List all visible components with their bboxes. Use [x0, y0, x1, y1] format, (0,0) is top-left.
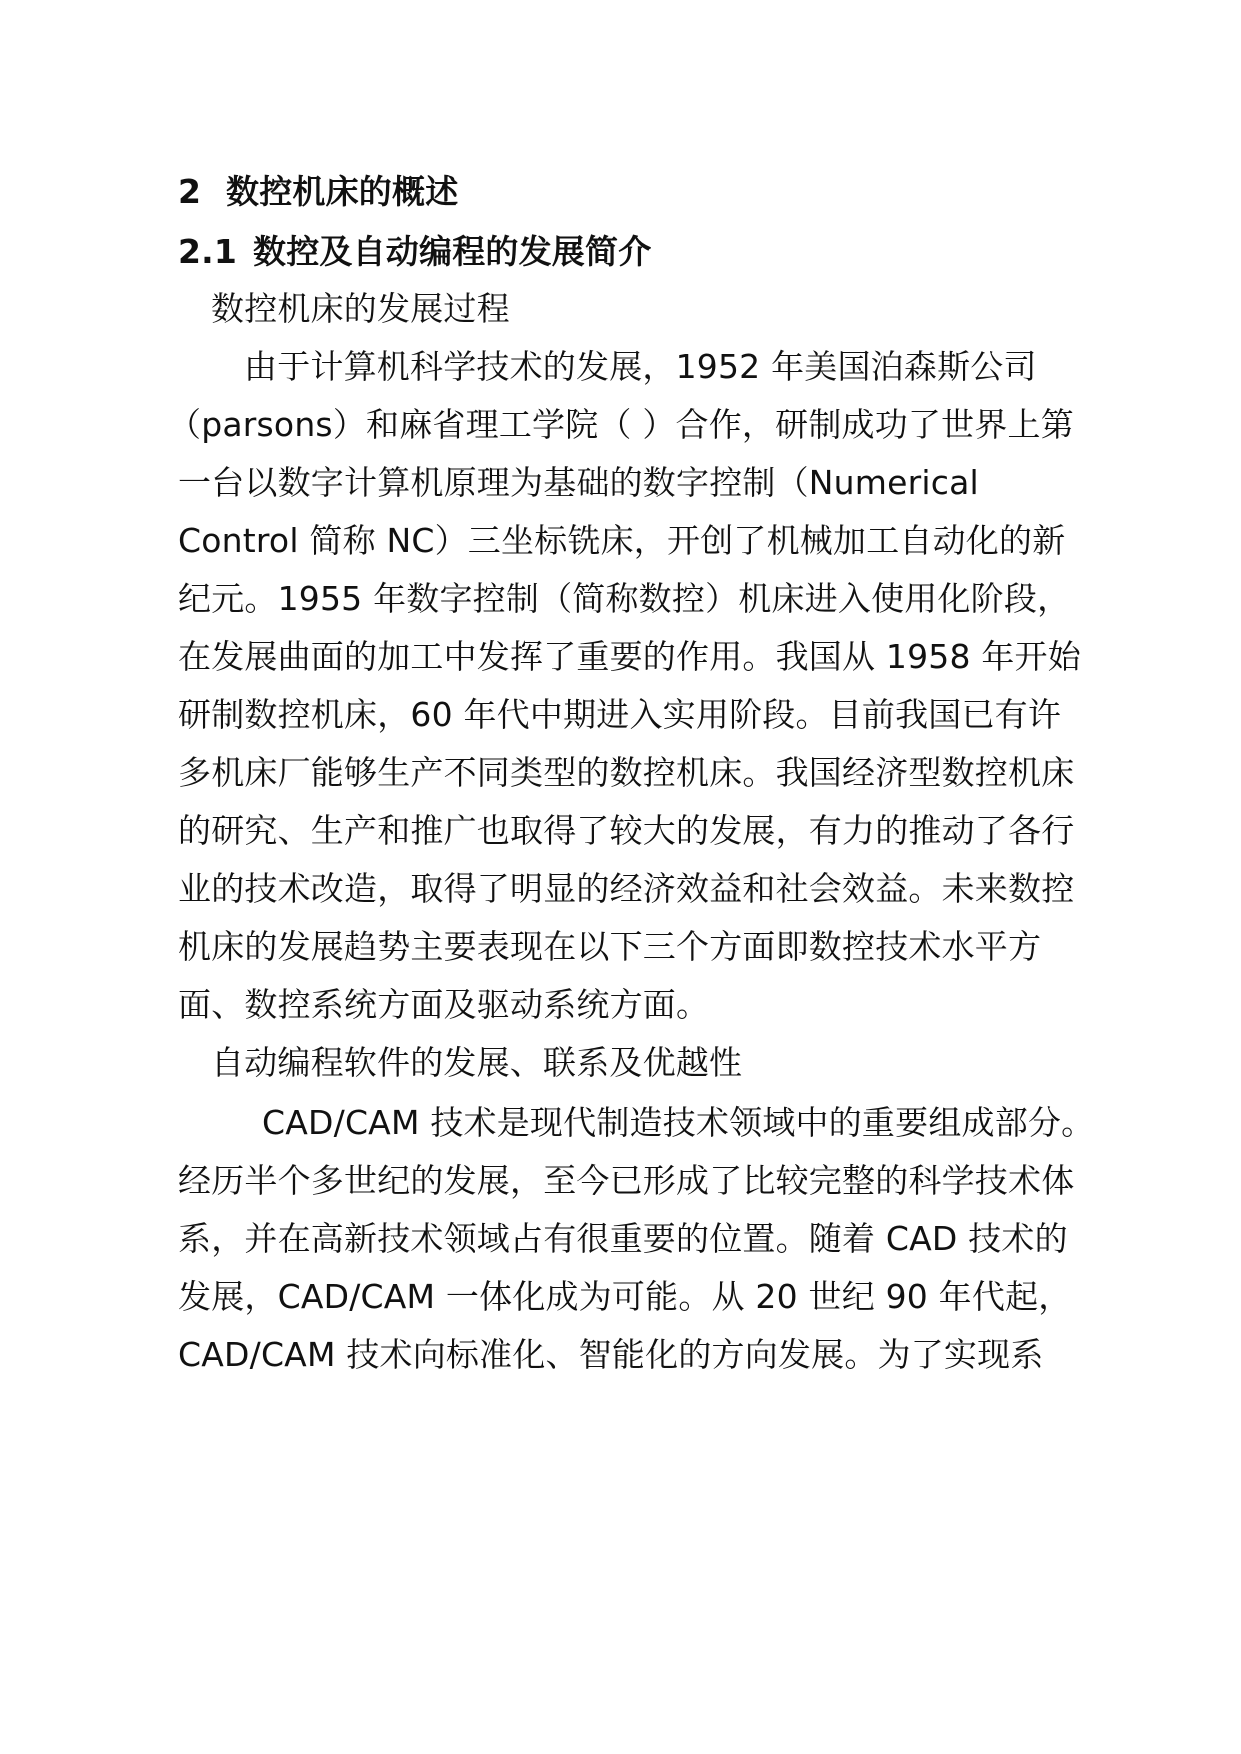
- heading-level2: [178, 230, 651, 274]
- paragraph-line: 多机床厂能够生产不同类型的数控机床。我国经济型数控机床: [178, 753, 1075, 792]
- paragraph-line: 的研究、生产和推广也取得了较大的发展，有力的推动了各行: [178, 811, 1075, 850]
- paragraph-line: 由于计算机科学技术的发展，1952 年美国泊森斯公司: [244, 347, 1037, 386]
- paragraph-line: 系，并在高新技术领域占有很重要的位置。随着 CAD 技术的: [178, 1219, 1068, 1258]
- paragraph-line: CAD/CAM 技术是现代制造技术领域中的重要组成部分。: [262, 1103, 1095, 1142]
- paragraph-line: 机床的发展趋势主要表现在以下三个方面即数控技术水平方: [178, 927, 1042, 966]
- paragraph-line: Control 简称 NC）三坐标铣床，开创了机械加工自动化的新: [178, 521, 1066, 560]
- paragraph-line: 面、数控系统方面及驱动系统方面。: [178, 985, 710, 1024]
- heading-level1-number: 2: [178, 172, 202, 211]
- paragraph-line: 一台以数字计算机原理为基础的数字控制（Numerical: [178, 463, 979, 502]
- paragraph-line: （parsons）和麻省理工学院（ ）合作，研制成功了世界上第: [168, 405, 1074, 444]
- subsection-title: 自动编程软件的发展、联系及优越性: [211, 1043, 743, 1082]
- heading-level2-number: 2.1: [178, 232, 238, 271]
- paragraph-line: 发展，CAD/CAM 一体化成为可能。从 20 世纪 90 年代起，: [178, 1277, 1072, 1316]
- paragraph-line: 在发展曲面的加工中发挥了重要的作用。我国从 1958 年开始: [178, 637, 1081, 676]
- subsection-title: 数控机床的发展过程: [211, 289, 510, 328]
- paragraph-line: 研制数控机床，60 年代中期进入实用阶段。目前我国已有许: [178, 695, 1062, 734]
- paragraph-line: 经历半个多世纪的发展，至今已形成了比较完整的科学技术体: [178, 1161, 1075, 1200]
- paragraph-line: 纪元。1955 年数字控制（简称数控）机床进入使用化阶段，: [178, 579, 1071, 618]
- heading-level1-title: 数控机床的概述: [226, 172, 459, 211]
- heading-level2-title: 数控及自动编程的发展简介: [253, 232, 652, 271]
- paragraph-line: 业的技术改造，取得了明显的经济效益和社会效益。未来数控: [178, 869, 1075, 908]
- paragraph-line: CAD/CAM 技术向标准化、智能化的方向发展。为了实现系: [178, 1335, 1044, 1374]
- heading-level1: [178, 170, 458, 214]
